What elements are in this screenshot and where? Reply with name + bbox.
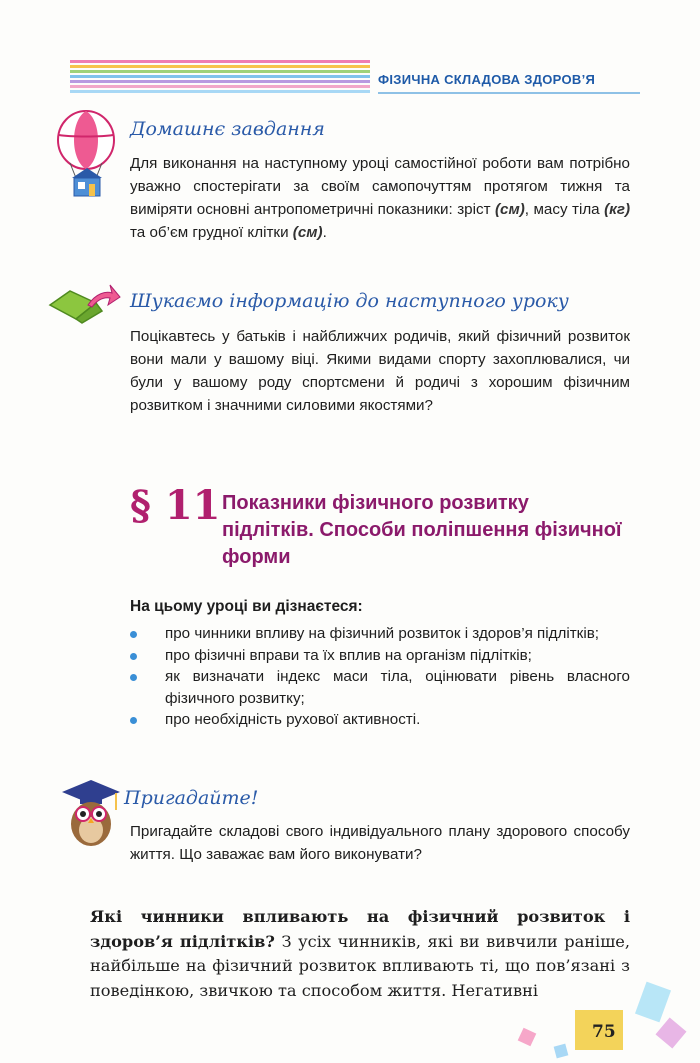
learn-list-item: про фізичні вправи та їх вплив на організм підлітків; [130, 645, 630, 667]
search-info-text: Поцікавтесь у батьків і найближчих родичів, який фізичний розвиток вони мали у вашому віці. Якими видами спорту захоплювалися, чи були у вашому роду спортсмени й родичі з хорошим фізичним розвитком і значними силовими якостями? [130, 328, 630, 414]
bullet-icon [130, 717, 137, 724]
folded-arrow-icon [48, 283, 122, 330]
decorative-confetti [518, 1028, 537, 1047]
decorative-confetti [656, 1018, 687, 1049]
body-text: З усіх чинників, які ви вивчили раніше, найбільше на фізичний розвиток впливають ті, що пов’язані з поведінкою, звичкою та способом життя. Негативні [90, 931, 630, 1000]
hot-air-balloon-icon [50, 110, 122, 205]
bullet-icon [130, 653, 137, 660]
owl-graduate-icon [60, 778, 122, 853]
body-question: Які чинники впливають на фізичний розвиток і здоров’я підлітків? [90, 907, 630, 951]
header-rule [378, 92, 640, 94]
homework-text: Для виконання на наступному уроці самостійної роботи вам потрібно уважно спостерігати за своїм самопочуттям протягом тижня та виміряти основні антропометричні показники: зріст (см), масу тіла (кг) та об’єм грудної клітки (см). [130, 155, 630, 241]
decorative-confetti [635, 982, 671, 1023]
bullet-icon [130, 674, 137, 681]
search-info-title: Шукаємо інформацію до наступного уроку [130, 290, 569, 312]
running-header-title: ФІЗИЧНА СКЛАДОВА ЗДОРОВ’Я [378, 72, 596, 87]
page-number: 75 [592, 1022, 616, 1042]
remember-title: Пригадайте! [124, 787, 259, 809]
learn-list-item: про чинники впливу на фізичний розвиток і здоров’я підлітків; [130, 623, 630, 645]
learn-list-item: про необхідність рухової активності. [130, 709, 630, 731]
learn-list-item: як визначати індекс маси тіла, оцінювати рівень власного фізичного розвитку; [130, 666, 630, 709]
header-decorative-stripes [70, 60, 370, 94]
learn-list [130, 623, 630, 731]
decorative-confetti [554, 1044, 569, 1059]
learn-heading: На цьому уроці ви дізнаєтеся: [130, 598, 363, 615]
homework-title: Домашнє завдання [130, 118, 325, 140]
bullet-icon [130, 631, 137, 638]
paragraph-number: § 11 [130, 482, 221, 529]
remember-text: Пригадайте складові свого індивідуального плану здорового способу життя. Що заважає вам його виконувати? [130, 823, 630, 863]
paragraph-title: Показники фізичного розвитку підлітків. Способи поліпшення фізичної форми [222, 492, 622, 568]
body-paragraph [90, 905, 630, 1003]
